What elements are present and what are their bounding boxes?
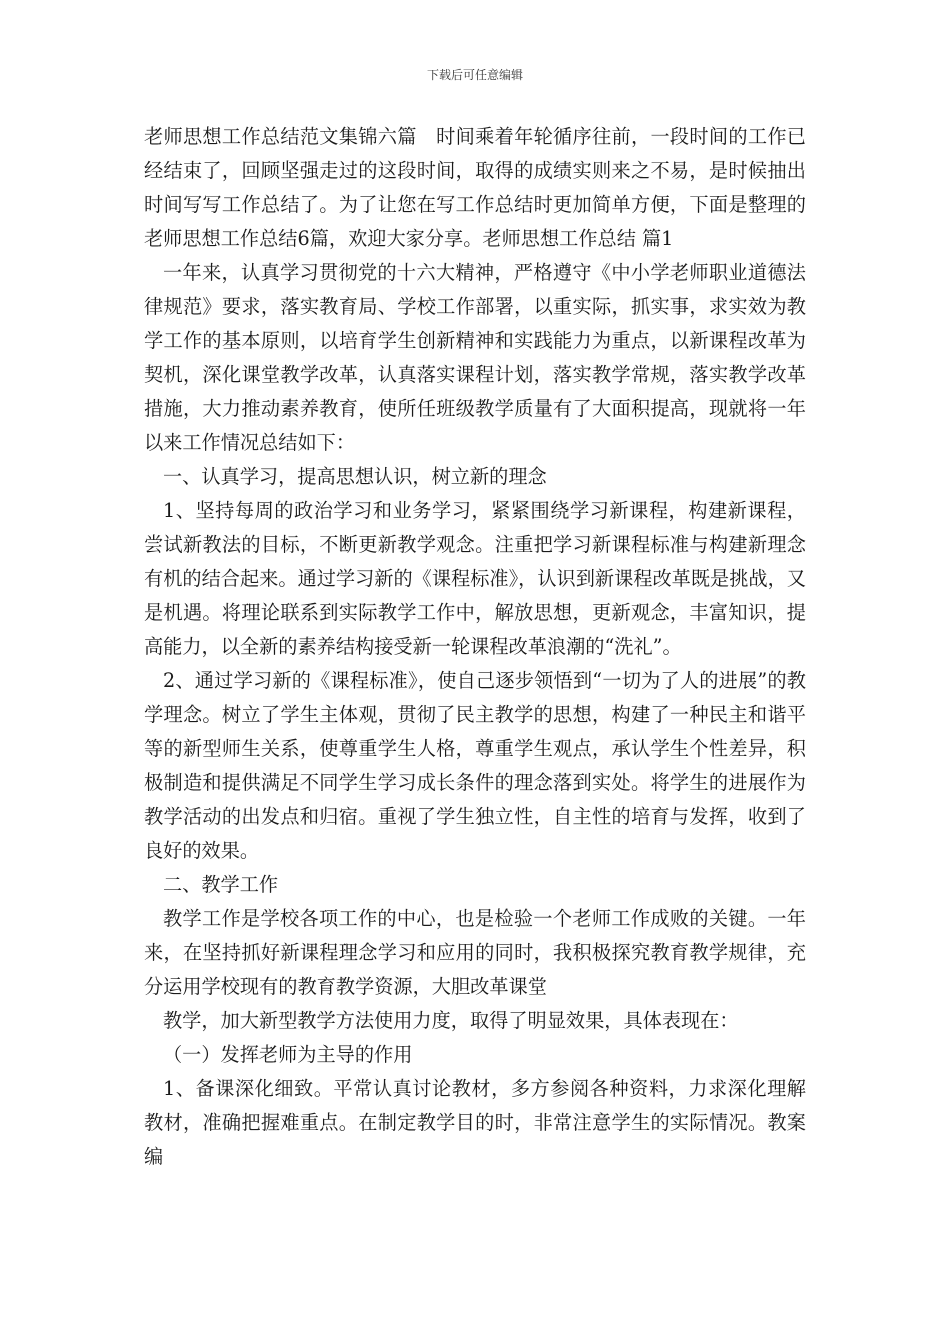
paragraph: 一、认真学习，提高思想认识，树立新的理念 [163,465,547,488]
paragraph: 一年来，认真学习贯彻党的十六大精神，严格遵守《中小学老师职业道德法律规范》要求，落实教育局、学校工作部署，以重实际，抓实事，求实效为教学工作的基本原则，以培育学生创新精神和实践能力为重点，以新课程改革为契机，深化课堂教学改革，认真落实课程计划，落实教学常规，落实教学改革措施，大力推动素养教育，使所任班级教学质量有了大面积提高，现就将一年以来工作情况总结如下： [144,261,806,454]
paragraph: 1、备课深化细致。平常认真讨论教材，多方参阅各种资料，力求深化理解教材，准确把握难重点。在制定教学目的时，非常注意学生的实际情况。教案编 [144,1077,806,1168]
paragraph: 教学，加大新型教学方法使用力度，取得了明显效果，具体表现在： [163,1009,739,1032]
paragraph: （一）发挥老师为主导的作用 [163,1043,413,1066]
document-body [144,120,806,1174]
paragraph: 教学工作是学校各项工作的中心，也是检验一个老师工作成败的关键。一年来，在坚持抓好新课程理念学习和应用的同时，我积极探究教育教学规律，充分运用学校现有的教育教学资源，大胆改革课堂 [144,907,806,998]
paragraph: 2、通过学习新的《课程标准》，使自己逐步领悟到“一切为了人的进展”的教学理念。树立了学生主体观，贯彻了民主教学的思想，构建了一种民主和谐平等的新型师生关系，使尊重学生人格，尊重学生观点，承认学生个性差异，积极制造和提供满足不同学生学习成长条件的理念落到实处。将学生的进展作为教学活动的出发点和归宿。重视了学生独立性，自主性的培育与发挥，收到了良好的效果。 [144,669,806,862]
page-header: 下载后可任意编辑 [426,68,523,82]
paragraph: 二、教学工作 [163,873,279,896]
paragraph: 老师思想工作总结范文集锦六篇 时间乘着年轮循序往前，一段时间的工作已经结束了，回顾坚强走过的这段时间，取得的成绩实则来之不易，是时候抽出时间写写工作总结了。为了让您在写工作总结时更加简单方便，下面是整理的老师思想工作总结6篇，欢迎大家分享。老师思想工作总结 篇1 [144,125,806,250]
paragraph: 1、坚持每周的政治学习和业务学习，紧紧围绕学习新课程，构建新课程，尝试新教法的目标，不断更新教学观念。注重把学习新课程标准与构建新理念有机的结合起来。通过学习新的《课程标准》，认识到新课程改革既是挑战，又是机遇。将理论联系到实际教学工作中，解放思想，更新观念，丰富知识，提高能力，以全新的素养结构接受新一轮课程改革浪潮的“洗礼”。 [144,499,806,658]
